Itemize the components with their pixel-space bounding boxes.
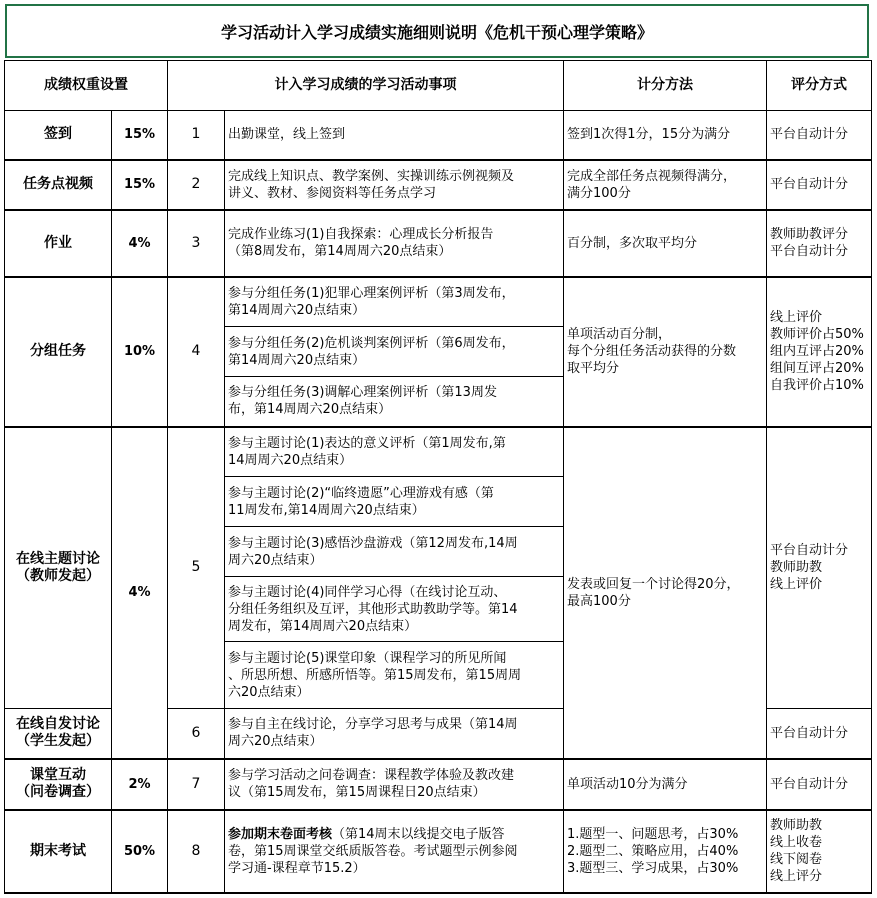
category-cell: 在线主题讨论 （教师发起） bbox=[5, 427, 112, 709]
grading-cell: 平台自动计分 教师助教 线上评价 bbox=[767, 427, 872, 709]
grading-table bbox=[4, 60, 872, 894]
grading-cell: 教师助教评分 平台自动计分 bbox=[767, 210, 872, 277]
method-cell: 签到1次得1分，15分为满分 bbox=[564, 111, 767, 160]
grading-cell: 平台自动计分 bbox=[767, 160, 872, 210]
activity-bold-text: 参加期末卷面考核 bbox=[228, 826, 333, 842]
grading-cell: 平台自动计分 bbox=[767, 759, 872, 810]
category-cell: 在线自发讨论 （学生发起） bbox=[5, 709, 112, 759]
number-cell: 4 bbox=[168, 277, 225, 427]
activity-text: （第14周末以线提交电子版答 卷，第15周课堂交纸质版答卷。考试题型示例参阅 学习通-课程章节15.2） bbox=[228, 826, 518, 876]
grading-cell: 教师助教 线上收卷 线下阅卷 线上评分 bbox=[767, 810, 872, 893]
number-cell: 6 bbox=[168, 709, 225, 759]
table-row bbox=[5, 427, 872, 477]
header-weight: 成绩权重设置 bbox=[5, 61, 168, 111]
weight-cell: 10% bbox=[112, 277, 168, 427]
activity-cell: 参与分组任务(2)危机谈判案例评析（第6周发布， 第14周周六20点结束） bbox=[225, 327, 564, 377]
header-activity: 计入学习成绩的学习活动事项 bbox=[168, 61, 564, 111]
method-cell: 单项活动10分为满分 bbox=[564, 759, 767, 810]
number-cell: 5 bbox=[168, 427, 225, 709]
category-cell: 作业 bbox=[5, 210, 112, 277]
weight-cell: 50% bbox=[112, 810, 168, 893]
activity-cell: 完成作业练习(1)自我探索：心理成长分析报告 （第8周发布，第14周周六20点结束） bbox=[225, 210, 564, 277]
method-cell: 百分制，多次取平均分 bbox=[564, 210, 767, 277]
category-cell: 期末考试 bbox=[5, 810, 112, 893]
table-row bbox=[5, 759, 872, 810]
activity-cell: 参与自主在线讨论，分享学习思考与成果（第14周 周六20点结束） bbox=[225, 709, 564, 759]
grading-cell: 平台自动计分 bbox=[767, 709, 872, 759]
activity-cell: 出勤课堂，线上签到 bbox=[225, 111, 564, 160]
table-row bbox=[5, 810, 872, 893]
grading-cell: 线上评价 教师评价占50% 组内互评占20% 组间互评占20% 自我评价占10% bbox=[767, 277, 872, 427]
activity-cell: 参与分组任务(3)调解心理案例评析（第13周发 布，第14周周六20点结束） bbox=[225, 377, 564, 427]
activity-cell: 参与主题讨论(5)课堂印象（课程学习的所见所闻 、所思所想、所感所悟等。第15周发布，第15周周 六20点结束） bbox=[225, 642, 564, 709]
category-cell: 任务点视频 bbox=[5, 160, 112, 210]
activity-cell: 参与主题讨论(3)感悟沙盘游戏（第12周发布,14周 周六20点结束） bbox=[225, 527, 564, 577]
method-cell: 发表或回复一个讨论得20分， 最高100分 bbox=[564, 427, 767, 759]
page-title: 学习活动计入学习成绩实施细则说明《危机干预心理学策略》 bbox=[5, 4, 869, 58]
weight-cell: 15% bbox=[112, 160, 168, 210]
activity-cell: 参与主题讨论(1)表达的意义评析（第1周发布,第 14周周六20点结束） bbox=[225, 427, 564, 477]
weight-cell: 2% bbox=[112, 759, 168, 810]
number-cell: 8 bbox=[168, 810, 225, 893]
number-cell: 2 bbox=[168, 160, 225, 210]
weight-cell: 15% bbox=[112, 111, 168, 160]
weight-cell: 4% bbox=[112, 210, 168, 277]
weight-cell: 4% bbox=[112, 427, 168, 759]
category-cell: 课堂互动 （问卷调查） bbox=[5, 759, 112, 810]
category-cell: 签到 bbox=[5, 111, 112, 160]
table-row bbox=[5, 111, 872, 160]
table-row bbox=[5, 160, 872, 210]
activity-cell: 参与学习活动之问卷调查：课程教学体验及教改建 议（第15周发布，第15周课程日20点结束） bbox=[225, 759, 564, 810]
activity-cell: 参与主题讨论(2)“临终遗愿”心理游戏有感（第 11周发布,第14周周六20点结束） bbox=[225, 477, 564, 527]
header-method: 计分方法 bbox=[564, 61, 767, 111]
method-cell: 完成全部任务点视频得满分， 满分100分 bbox=[564, 160, 767, 210]
activity-cell bbox=[225, 810, 564, 893]
activity-cell: 参与主题讨论(4)同伴学习心得（在线讨论互动、 分组任务组织及互评，其他形式助教助学等。第14 周发布，第14周周六20点结束） bbox=[225, 577, 564, 642]
table-row bbox=[5, 277, 872, 327]
table-row bbox=[5, 210, 872, 277]
method-cell: 单项活动百分制， 每个分组任务活动获得的分数 取平均分 bbox=[564, 277, 767, 427]
number-cell: 3 bbox=[168, 210, 225, 277]
grading-cell: 平台自动计分 bbox=[767, 111, 872, 160]
header-row bbox=[5, 61, 872, 111]
activity-cell: 完成线上知识点、教学案例、实操训练示例视频及 讲义、教材、参阅资料等任务点学习 bbox=[225, 160, 564, 210]
activity-cell: 参与分组任务(1)犯罪心理案例评析（第3周发布， 第14周周六20点结束） bbox=[225, 277, 564, 327]
method-cell: 1.题型一、问题思考，占30% 2.题型二、策略应用，占40% 3.题型三、学习成果，占30% bbox=[564, 810, 767, 893]
number-cell: 7 bbox=[168, 759, 225, 810]
header-grading: 评分方式 bbox=[767, 61, 872, 111]
category-cell: 分组任务 bbox=[5, 277, 112, 427]
number-cell: 1 bbox=[168, 111, 225, 160]
